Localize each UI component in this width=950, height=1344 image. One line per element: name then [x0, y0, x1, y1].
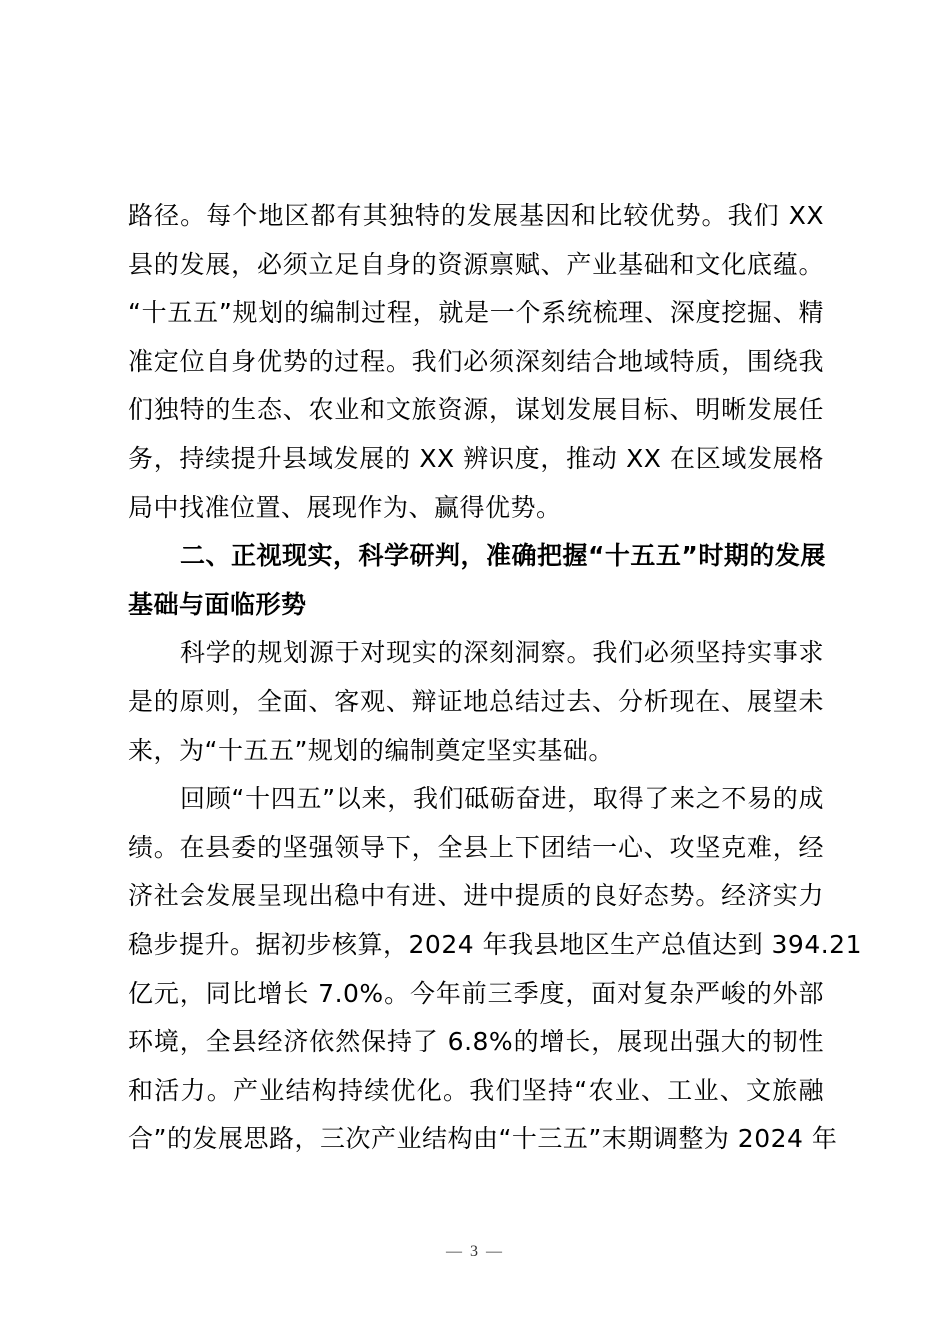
text-line: 济社会发展呈现出稳中有进、进中提质的良好态势。经济实力: [128, 881, 824, 911]
text-line: 和活力。产业结构持续优化。我们坚持“农业、工业、文旅融: [128, 1075, 824, 1105]
page-number: — 3 —: [446, 1243, 504, 1260]
paragraph-continuation: [128, 192, 824, 532]
text-line: 准定位自身优势的过程。我们必须深刻结合地域特质，围绕我: [128, 346, 824, 376]
text-line: 科学的规划源于对现实的深刻洞察。我们必须坚持实事求: [180, 638, 824, 668]
text-line: 亿元，同比增长 7.0%。今年前三季度，面对复杂严峻的外部: [128, 978, 824, 1008]
text-line: 县的发展，必须立足自身的资源禀赋、产业基础和文化底蕴。: [128, 249, 824, 279]
text-line: 务，持续提升县域发展的 XX 辨识度，推动 XX 在区域发展格: [128, 443, 824, 473]
text-line: 环境，全县经济依然保持了 6.8%的增长，展现出强大的韧性: [128, 1027, 824, 1057]
text-line: “十五五”规划的编制过程，就是一个系统梳理、深度挖掘、精: [128, 298, 824, 328]
text-line: 路径。每个地区都有其独特的发展基因和比较优势。我们 XX: [128, 201, 824, 230]
text-line: 合”的发展思路，三次产业结构由“十三五”末期调整为 2024 年: [128, 1124, 838, 1154]
text-line: 回顾“十四五”以来，我们砥砺奋进，取得了来之不易的成: [180, 784, 824, 814]
text-line: 绩。在县委的坚强领导下，全县上下团结一心、攻坚克难，经: [128, 832, 824, 862]
text-line: 局中找准位置、展现作为、赢得优势。: [128, 492, 562, 522]
section-heading: [128, 532, 824, 629]
text-line: 稳步提升。据初步核算，2024 年我县地区生产总值达到 394.21: [128, 929, 862, 959]
paragraph-review: [128, 775, 862, 1164]
text-line: 是的原则，全面、客观、辩证地总结过去、分析现在、展望未: [128, 686, 824, 716]
text-line: 们独特的生态、农业和文旅资源，谋划发展目标、明晰发展任: [128, 395, 824, 425]
heading-line: 基础与面临形势: [128, 589, 307, 619]
text-line: 来，为“十五五”规划的编制奠定坚实基础。: [128, 735, 614, 765]
document-body: [128, 192, 862, 1164]
paragraph-intro: [128, 629, 824, 775]
heading-line: 二、正视现实，科学研判，准确把握“十五五”时期的发展: [180, 541, 826, 571]
